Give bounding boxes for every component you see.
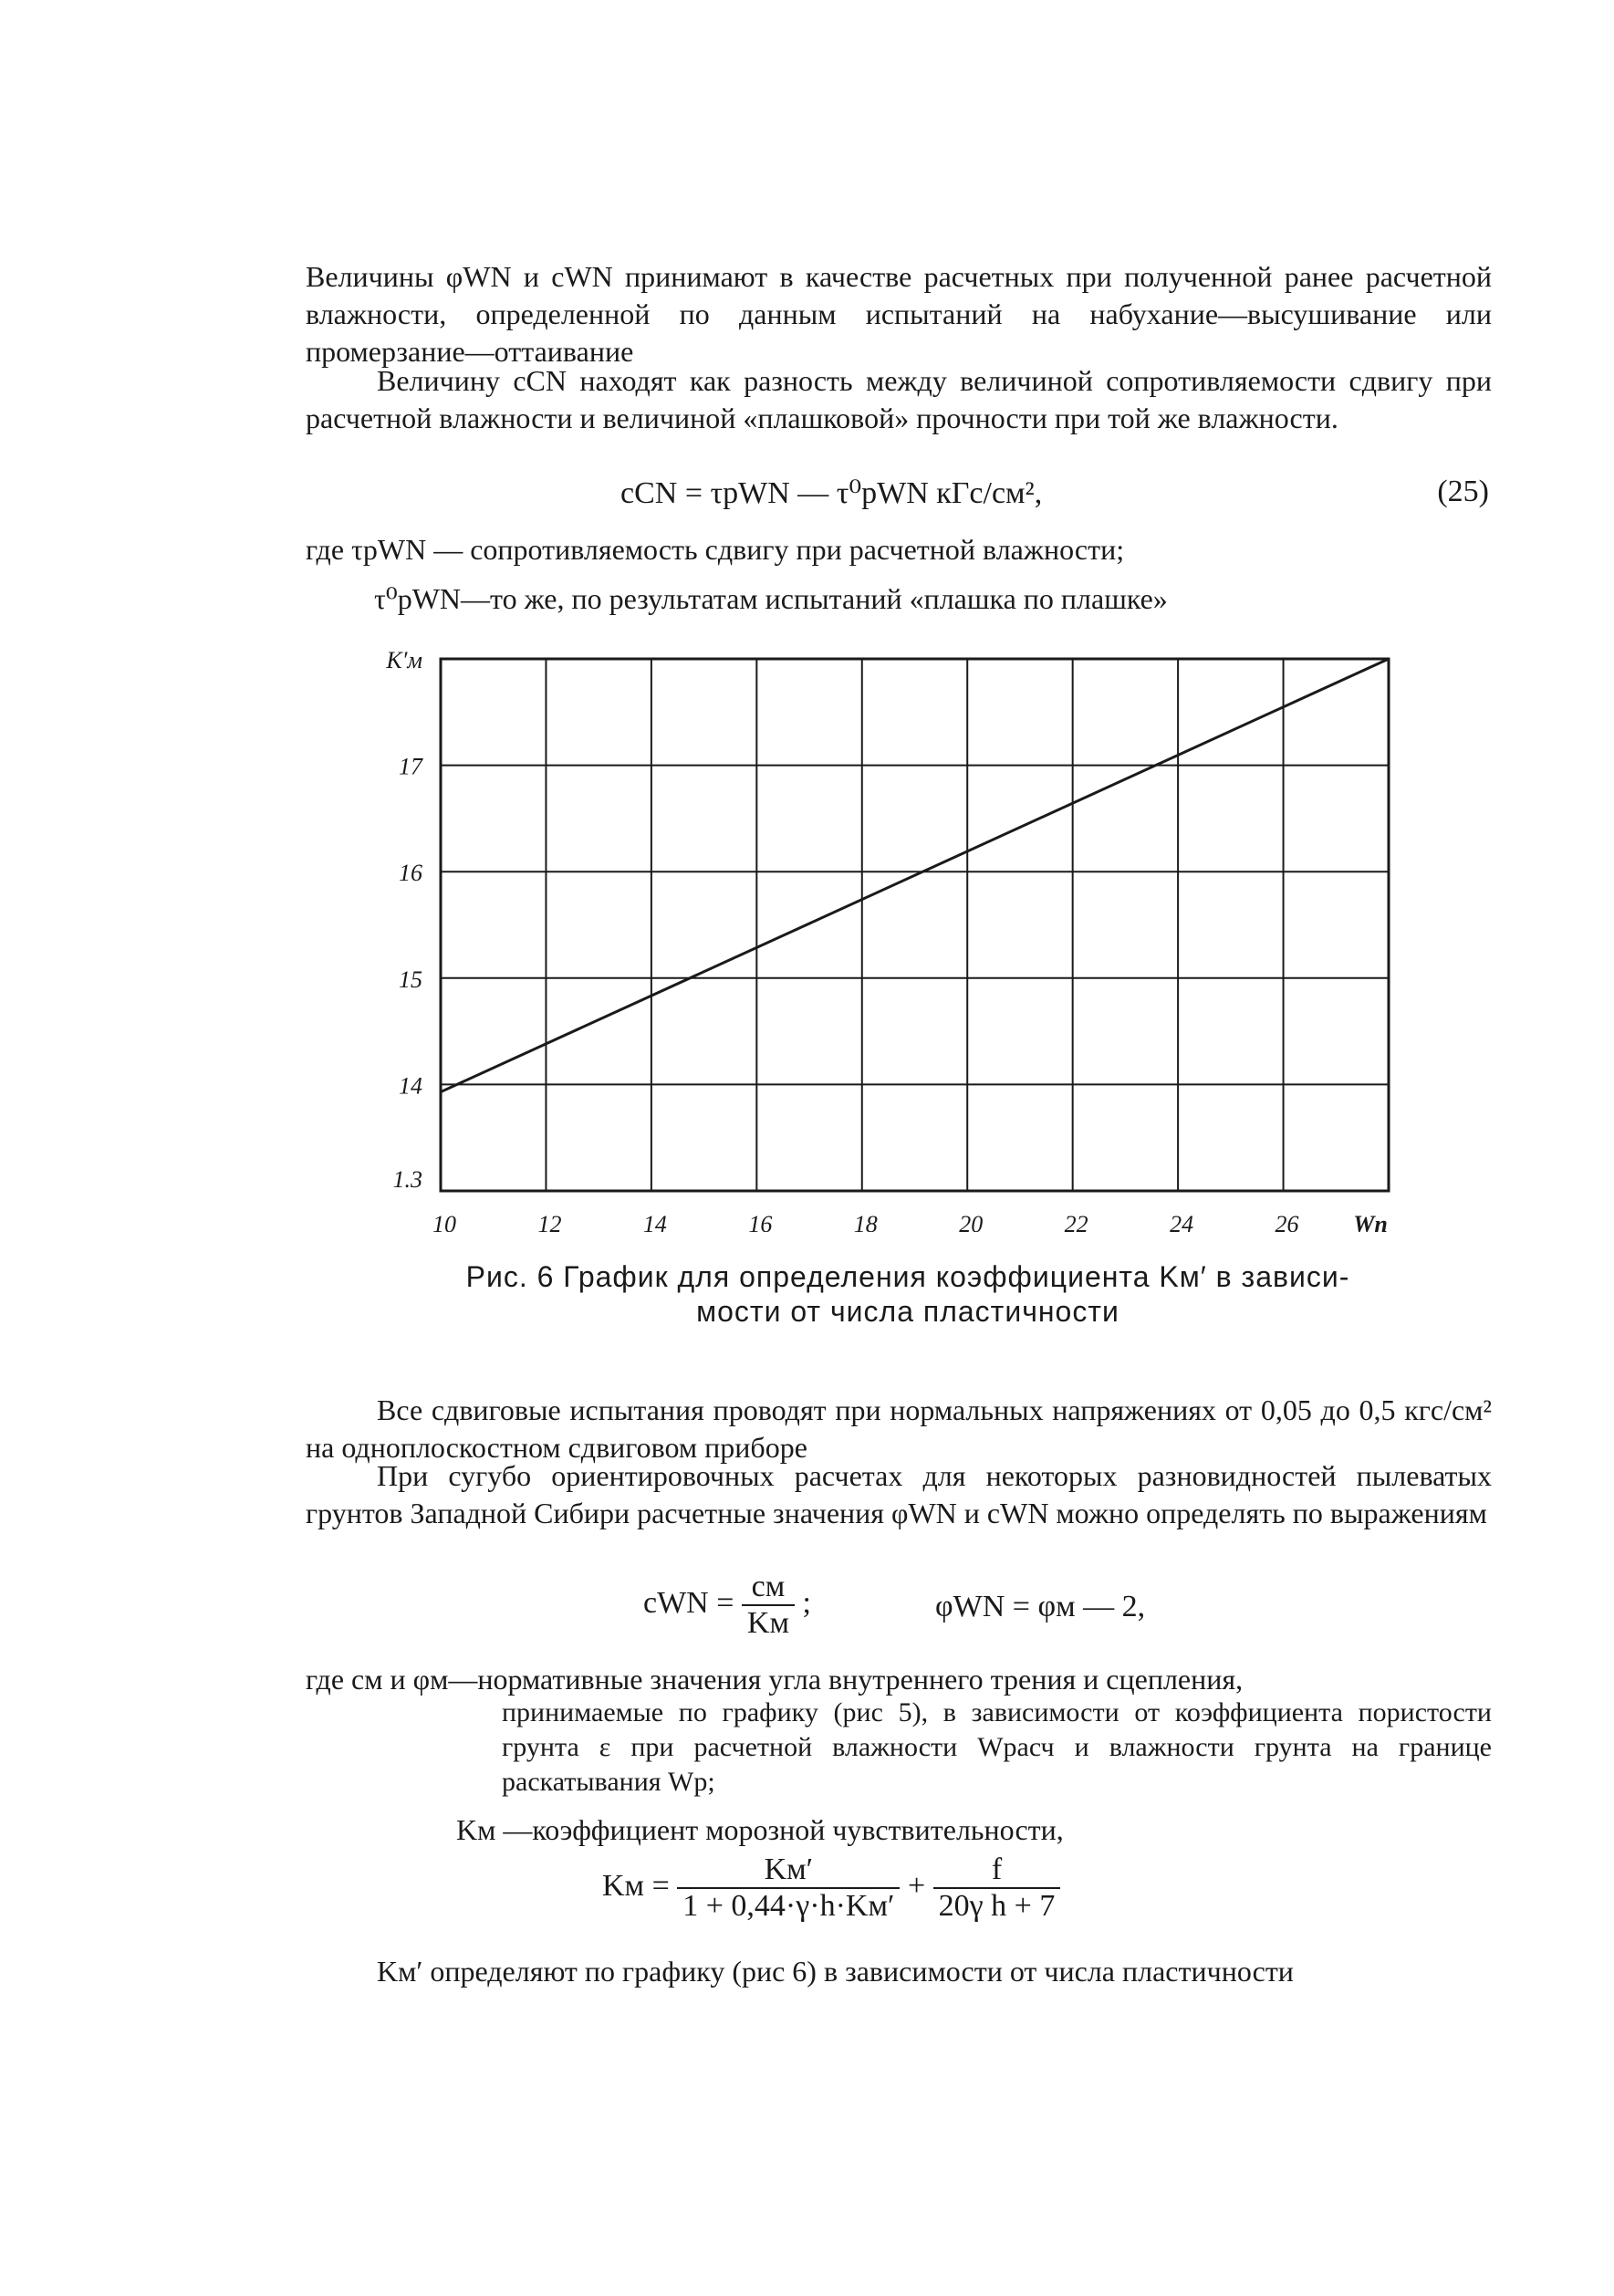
equation-c-denominator: Kм	[746, 1606, 789, 1640]
equation-k	[602, 1852, 1060, 1924]
x-tick-label: 10	[432, 1211, 456, 1232]
paragraph-2-text: Величину cCN находят как разность между величиной сопротивляемости сдвигу при расчетной влажности и величиной «плашковой» прочности при той же влажности.	[306, 364, 1492, 434]
series-line	[441, 659, 1389, 1092]
equation-k-numerator-2: f	[933, 1852, 1061, 1889]
equation-k-denominator-1: 1 + 0,44·γ·h·Kм′	[682, 1889, 895, 1923]
where-tau0: τ⁰pWN—то же, по результатам испытаний «плашка по плашке»	[374, 582, 1168, 615]
plot-frame	[441, 659, 1389, 1191]
x-tick-label: 12	[537, 1211, 562, 1232]
equation-k-fraction-1	[677, 1852, 900, 1924]
k-m-chart	[383, 639, 1432, 1232]
equation-k-plus: +	[907, 1868, 926, 1903]
where-km: Kм —коэффициент морозной чувствительности,	[456, 1813, 1064, 1846]
paragraph-3	[306, 1392, 1492, 1466]
figure-caption-line-1: Рис. 6 График для определения коэффициента Kм′ в зависи-	[465, 1260, 1350, 1293]
equation-k-left: Kм =	[602, 1868, 670, 1903]
equation-c-fraction	[742, 1570, 795, 1641]
where-cm-phim-continued: принимаемые по графику (рис 5), в зависимости от коэффициента пористости грунта ε при расчетной влажности Wрасч и влажности грунта на границе раскатывания Wр;	[502, 1697, 1492, 1797]
equation-c-end: ;	[802, 1585, 811, 1620]
equation-k-numerator-1: Kм′	[677, 1852, 900, 1889]
paragraph-5-text: Kм′ определяют по графику (рис 6) в зависимости от числа пластичности	[377, 1955, 1294, 1988]
equation-phi: φWN = φм — 2,	[935, 1590, 1146, 1623]
where-cm-phim: где cм и φм—нормативные значения угла внутреннего трения и сцепления,	[306, 1663, 1244, 1696]
equation-c	[643, 1570, 811, 1641]
y-tick-label: 14	[399, 1072, 422, 1100]
x-tick-label: 26	[1275, 1211, 1299, 1232]
equation-c-numerator: cм	[742, 1570, 795, 1606]
x-tick-label: 18	[853, 1211, 878, 1232]
x-tick-label: 24	[1170, 1211, 1194, 1232]
paragraph-2	[306, 362, 1492, 437]
paragraph-1	[306, 258, 1492, 370]
equation-c-left: cWN =	[643, 1585, 734, 1620]
paragraph-5	[306, 1953, 1492, 1990]
x-axis-label: Wn	[1353, 1211, 1388, 1232]
y-tick-label: 16	[399, 860, 422, 887]
figure-caption-line-2: мости от числа пластичности	[696, 1295, 1119, 1328]
paragraph-3-text: Все сдвиговые испытания проводят при нормальных напряжениях от 0,05 до 0,5 кгс/см² на одноплоскостном сдвиговом приборе	[306, 1393, 1492, 1464]
x-tick-label: 20	[959, 1211, 984, 1232]
y-tick-label: 1.3	[392, 1166, 422, 1193]
x-tick-label: 14	[642, 1211, 667, 1232]
paragraph-4-text: При сугубо ориентировочных расчетах для некоторых разновидностей пылеватых грунтов Западной Сибири расчетные значения φWN и cWN можно определять по выражениям	[306, 1459, 1492, 1529]
y-tick-label: 17	[399, 753, 422, 780]
figure-caption	[401, 1259, 1414, 1329]
where-tau: где τpWN — сопротивляемость сдвигу при расчетной влажности;	[306, 533, 1125, 566]
y-axis-label: K′м	[386, 647, 422, 673]
x-tick-label: 22	[1064, 1211, 1088, 1232]
equation-25-number: (25)	[1437, 475, 1489, 508]
paragraph-1-text: Величины φWN и cWN принимают в качестве расчетных при полученной ранее расчетной влажности, определенной по данным испытаний на набухание—высушивание или промерзание—оттаивание	[306, 260, 1492, 368]
x-tick-label: 16	[748, 1211, 773, 1232]
y-tick-label: 15	[399, 965, 422, 993]
equation-k-denominator-2: 20γ h + 7	[938, 1889, 1056, 1923]
equation-k-fraction-2	[933, 1852, 1061, 1924]
paragraph-4	[306, 1457, 1492, 1532]
equation-25: cCN = τpWN — τ⁰pWN кГс/см²,	[620, 476, 1043, 510]
